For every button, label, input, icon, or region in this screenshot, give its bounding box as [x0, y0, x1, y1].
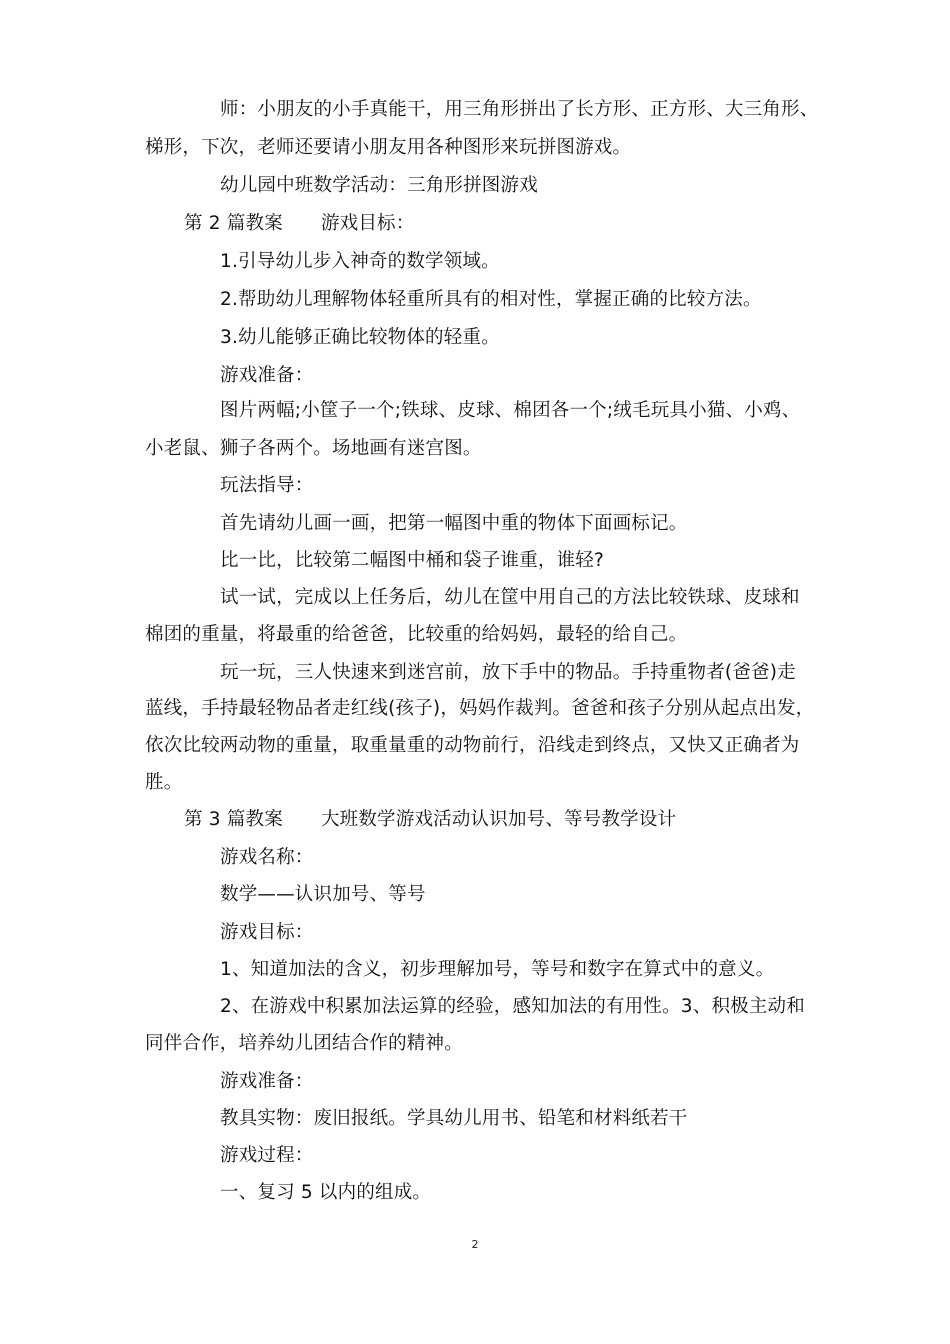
body-line: 胜。: [145, 772, 183, 793]
body-line: 试一试，完成以上任务后，幼儿在筐中用自己的方法比较铁球、皮球和: [220, 587, 800, 608]
body-line: 比一比，比较第二幅图中桶和袋子谁重，谁轻?: [220, 550, 605, 571]
body-line: 依次比较两动物的重量，取重量重的动物前行，沿线走到终点，又快又正确者为: [145, 735, 800, 756]
body-line: 师：小朋友的小手真能干，用三角形拼出了长方形、正方形、大三角形、: [220, 99, 819, 120]
body-line: 游戏名称：: [220, 847, 314, 868]
lesson-label: 第 2 篇教案: [184, 213, 283, 234]
body-line: 幼儿园中班数学活动：三角形拼图游戏: [220, 175, 538, 196]
lesson-title: 大班数学游戏活动认识加号、等号教学设计: [320, 809, 677, 830]
body-line: 游戏准备：: [220, 365, 314, 386]
body-line: 一、复习 5 以内的组成。: [220, 1182, 432, 1203]
body-line: 3.幼儿能够正确比较物体的轻重。: [220, 327, 500, 348]
lesson-label: 第 3 篇教案: [184, 809, 283, 830]
body-line: 玩法指导：: [220, 475, 314, 496]
body-line: 游戏过程：: [220, 1145, 314, 1166]
body-line: 游戏目标：: [220, 922, 314, 943]
body-line: 1.引导幼儿步入神奇的数学领域。: [220, 251, 500, 272]
body-line: 游戏准备：: [220, 1071, 314, 1092]
body-line: 图片两幅;小筐子一个;铁球、皮球、棉团各一个;绒毛玩具小猫、小鸡、: [220, 400, 801, 421]
lesson-heading: [184, 808, 676, 832]
body-line: 2、在游戏中积累加法运算的经验，感知加法的有用性。3、积极主动和: [220, 996, 805, 1017]
body-line: 首先请幼儿画一画，把第一幅图中重的物体下面画标记。: [220, 513, 688, 534]
body-line: 同伴合作，培养幼儿团结合作的精神。: [145, 1033, 463, 1054]
lesson-title: 游戏目标：: [320, 213, 415, 234]
body-line: 教具实物：废旧报纸。学具幼儿用书、铅笔和材料纸若干: [220, 1108, 688, 1129]
body-line: 1、知道加法的含义，初步理解加号，等号和数字在算式中的意义。: [220, 959, 775, 980]
body-line: 蓝线，手持最轻物品者走红线(孩子)，妈妈作裁判。爸爸和孩子分别从起点出发，: [145, 698, 815, 719]
body-line: 棉团的重量，将最重的给爸爸，比较重的给妈妈，最轻的给自己。: [145, 624, 688, 645]
body-line: 数学——认识加号、等号: [220, 884, 426, 905]
body-line: 玩一玩，三人快速来到迷宫前，放下手中的物品。手持重物者(爸爸)走: [220, 662, 796, 683]
lesson-heading: [184, 212, 414, 236]
body-line: 2.帮助幼儿理解物体轻重所具有的相对性，掌握正确的比较方法。: [220, 289, 762, 310]
page-number: 2: [471, 1238, 479, 1251]
body-line: 小老鼠、狮子各两个。场地画有迷宫图。: [145, 438, 482, 459]
body-line: 梯形，下次，老师还要请小朋友用各种图形来玩拼图游戏。: [145, 137, 632, 158]
